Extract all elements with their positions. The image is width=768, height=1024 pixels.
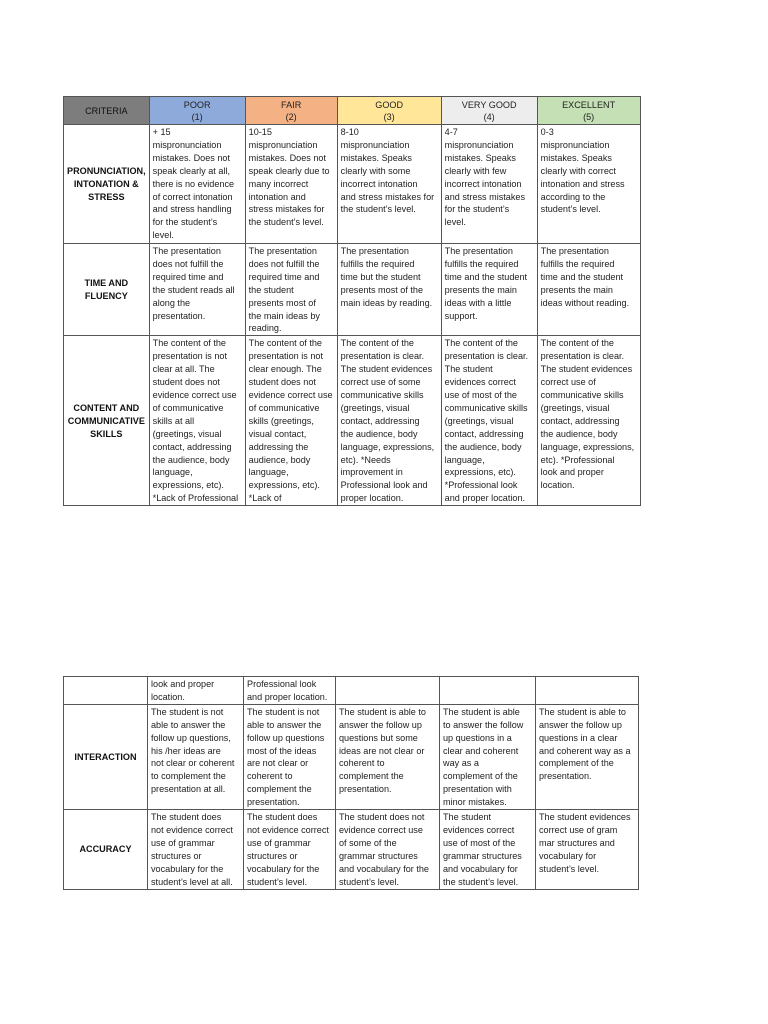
table-row-time-fluency: [64, 244, 641, 336]
level-header-good: [337, 97, 441, 125]
table-cell-excellent: The student is able to answer the follow up questions in a clear and coherent way as a complement of the presentation.: [536, 704, 639, 809]
level-score: (3): [383, 111, 395, 122]
level-header-poor: [149, 97, 245, 125]
criterion-label: ACCURACY: [64, 810, 148, 889]
level-header-fair: [245, 97, 337, 125]
level-score: (5): [583, 111, 595, 122]
level-name: FAIR: [281, 99, 302, 110]
table-row-interaction: [64, 704, 639, 809]
table-cell-fair: The student is not able to answer the follow up questions most of the ideas are not clear or coherent to complement the presentation.: [244, 704, 336, 809]
table-cell-good: [336, 677, 440, 705]
table-row-continuation: [64, 677, 639, 705]
header-row: [64, 97, 641, 125]
level-score: (4): [483, 111, 495, 122]
table-cell-very-good: The presentation fulfills the required time and the student presents the main ideas with a little support.: [441, 244, 537, 336]
table-cell-very-good: The student evidences correct use of most of the grammar structures and vocabulary for the student’s level.: [440, 810, 536, 889]
table-cell-very-good: [440, 677, 536, 705]
table-cell-poor: The student does not evidence correct use of grammar structures or vocabulary for the student’s level at all.: [148, 810, 244, 889]
table-cell-fair: The presentation does not fulfill the required time and the student presents most of the main ideas by reading.: [245, 244, 337, 336]
criterion-label: CONTENT AND COMMUNICATIVE SKILLS: [64, 336, 150, 506]
level-score: (2): [285, 111, 297, 122]
table-cell-poor: The content of the presentation is not clear at all. The student does not evidence correct use of communicative skills at all (greetings, visual contact, addressing the audience, body language, expressions, etc). *Lack of Professional: [149, 336, 245, 506]
table-cell-good: The student does not evidence correct use of some of the grammar structures and vocabulary for the student’s level.: [336, 810, 440, 889]
table-row-pronunciation: [64, 125, 641, 244]
table-cell-poor: The presentation does not fulfill the required time and the student reads all along the presentation.: [149, 244, 245, 336]
table-cell-fair: 10-15 mispronunciation mistakes. Does not speak clearly due to many incorrect intonation and stress mistakes for the student’s level.: [245, 125, 337, 244]
table-cell-excellent: The content of the presentation is clear. The student evidences correct use of communicative skills (greetings, visual contact, addressing the audience, body language, expressions, etc). *Professional look and proper location.: [537, 336, 640, 506]
level-name: GOOD: [375, 99, 404, 110]
criterion-label: INTERACTION: [64, 704, 148, 809]
table-cell-very-good: 4-7 mispronunciation mistakes. Speaks clearly with few incorrect intonation and stress mistakes for the student’s level.: [441, 125, 537, 244]
table-row-accuracy: [64, 810, 639, 889]
table-cell-poor: The student is not able to answer the follow up questions, his /her ideas are not clear or coherent to complement the presentation at all.: [148, 704, 244, 809]
rubric-table-page-1: [63, 96, 641, 506]
table-cell-fair: Professional look and proper location.: [244, 677, 336, 705]
level-score: (1): [191, 111, 203, 122]
level-name: POOR: [183, 99, 211, 110]
criterion-label: PRONUNCIATION, INTONATION & STRESS: [64, 125, 150, 244]
table-cell-excellent: The student evidences correct use of gram mar structures and vocabulary for student’s level.: [536, 810, 639, 889]
table-cell-poor: + 15 mispronunciation mistakes. Does not speak clearly at all, there is no evidence of correct intonation and stress handling for the student’s level.: [149, 125, 245, 244]
table-cell-good: The student is able to answer the follow up questions but some ideas are not clear or coherent to complement the presentation.: [336, 704, 440, 809]
level-name: EXCELLENT: [562, 99, 616, 110]
criterion-label: TIME AND FLUENCY: [64, 244, 150, 336]
table-cell-excellent: The presentation fulfills the required time and the student presents the main ideas without reading.: [537, 244, 640, 336]
table-cell-very-good: The content of the presentation is clear. The student evidences correct use of most of the communicative skills (greetings, visual contact, addressing the audience, body language, expressions, etc). *Professional look and proper location.: [441, 336, 537, 506]
table-cell-good: 8-10 mispronunciation mistakes. Speaks clearly with some incorrect intonation and stress mistakes for the student’s level.: [337, 125, 441, 244]
table-cell-poor: look and proper location.: [148, 677, 244, 705]
table-cell-excellent: 0-3 mispronunciation mistakes. Speaks clearly with correct intonation and stress according to the student’s level.: [537, 125, 640, 244]
table-row-content-communicative: [64, 336, 641, 506]
table-cell-good: The content of the presentation is clear. The student evidences correct use of some communicative skills (greetings, visual contact, addressing the audience, body language, expressions, etc). *Needs improvement in Professional look and proper location.: [337, 336, 441, 506]
table-cell-fair: The student does not evidence correct use of grammar structures or vocabulary for the student’s level.: [244, 810, 336, 889]
level-header-excellent: [537, 97, 640, 125]
table-cell-excellent: [536, 677, 639, 705]
criterion-label: [64, 677, 148, 705]
level-header-very-good: [441, 97, 537, 125]
table-cell-fair: The content of the presentation is not clear enough. The student does not evidence correct use of communicative skills (greetings, visual contact, addressing the audience, body language, expressions, etc). *Lack of: [245, 336, 337, 506]
level-name: VERY GOOD: [461, 99, 517, 110]
rubric-table-page-2: [63, 676, 639, 890]
table-cell-very-good: The student is able to answer the follow up questions in a clear and coherent way as a complement of the presentation with minor mistakes.: [440, 704, 536, 809]
table-cell-good: The presentation fulfills the required time but the student presents most of the main ideas by reading.: [337, 244, 441, 336]
criteria-header: CRITERIA: [64, 97, 150, 125]
